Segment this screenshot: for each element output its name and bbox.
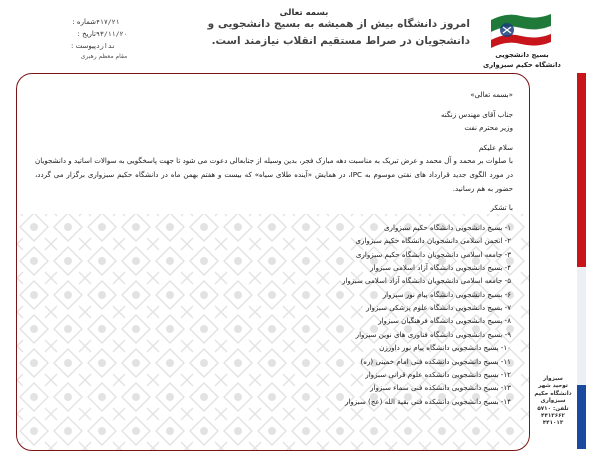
signatory-item: ۳- جامعه اسلامی دانشجویان دانشگاه حکیم سبزواری xyxy=(355,249,511,259)
signatory-list xyxy=(243,221,513,408)
signatory-item: ۹- بسیج دانشجویی دانشگاه فناوری های نوین سبزوار xyxy=(355,329,511,339)
signatory-item: ۷- بسیج دانشجویی دانشگاه علوم پزشکی سبزوار xyxy=(366,303,511,313)
letter-body xyxy=(35,88,513,408)
address-line: سبزواری xyxy=(540,398,566,405)
signatory-item: ۱۲- بسیج دانشجویی دانشکده علوم قرانی سبزوار xyxy=(365,370,511,380)
quote-author: مقام معظم رهبری xyxy=(80,53,128,60)
letter-meta xyxy=(56,16,152,60)
signatory-item: ۱۴- بسیج دانشجویی دانشکده فنی بقیة الله (عج) سبزوار xyxy=(344,396,511,406)
logo-caption xyxy=(476,50,568,70)
address-line: تلفن: ۵۷۱۰ xyxy=(537,405,569,412)
letter-paragraph: با صلوات بر محمد و آل محمد و عرض تبریک به مناسبت دهه مبارک فجر، بدین وسیله از جنابعالی دعوت می شود تا جهت پاسخگویی به سوالات اساتید و دانشجویان در مورد الگوی جدید قرارداد های نفتی موسوم به IPC، در همایش «آینده طلای سیاه» که بیست و هفتم بهمن ماه در دانشگاه حکیم سبزواری برگزار می گردد، حضور به هم رسانید. xyxy=(35,156,513,193)
letter-heading: «بسمه تعالی» xyxy=(470,90,513,99)
signatory-item: ۱۱- بسیج دانشجویی دانشکده فنی امام خمینی (ره) xyxy=(360,356,511,366)
blue-strip xyxy=(577,385,586,449)
address-line: توحید شهر xyxy=(538,383,568,390)
signatory-item: ۸- بسیج دانشجویی دانشگاه فرهنگیان سبزوار xyxy=(378,316,511,326)
greeting: سلام علیکم xyxy=(478,142,513,152)
meta-number xyxy=(56,16,152,28)
meta-date-value: ۹۳/۱۱/۲۰ xyxy=(96,30,128,38)
recipient-name: جناب آقای مهندس زنگنه xyxy=(440,109,513,119)
recipient-title: وزیر محترم نفت xyxy=(464,123,513,133)
meta-date xyxy=(56,28,152,40)
leader-quote: امروز دانشگاه بیش از همیشه به بسیج دانشجویی و دانشجویان در صراط مستقیم انقلاب نیازمند است. xyxy=(207,18,470,47)
signatory-item: ۱- بسیج دانشجویی دانشگاه حکیم سبزواری xyxy=(384,222,511,232)
contact-address xyxy=(529,376,577,428)
signatory-item: ۲- انجمن اسلامی دانشجویان دانشگاه حکیم سبزواری xyxy=(355,236,511,246)
signatory-item: ۶- بسیج دانشجویی دانشگاه پیام نور سبزوار xyxy=(382,289,511,299)
signatory-item: ۱۳- بسیج دانشجویی دانشکده فنی سماء سبزوار xyxy=(370,383,511,393)
meta-number-value: ۴۱۷/۲۱ xyxy=(96,18,120,26)
meta-attachment-value: ندارد xyxy=(96,42,116,50)
logo-line-1: بسیج دانشجویی xyxy=(495,51,549,59)
header-title: بسمه تعالی xyxy=(279,8,329,18)
signatories xyxy=(243,221,513,408)
meta-number-label: شماره : xyxy=(72,18,96,26)
address-line: دانشگاه حکیم xyxy=(534,390,572,397)
letter-frame xyxy=(16,73,530,451)
meta-attachment xyxy=(56,40,152,52)
white-strip xyxy=(577,267,586,385)
address-line: ۴۴۱۳۶۶۲ xyxy=(541,413,565,420)
basij-logo-icon xyxy=(487,10,555,50)
signatory-item: ۴- بسیج دانشجویی دانشگاه آزاد اسلامی سبزوار xyxy=(370,262,511,272)
meta-attachment-label: پیوست : xyxy=(71,42,96,50)
meta-date-label: تاریخ : xyxy=(77,30,96,38)
closing: با تشکر xyxy=(490,203,513,213)
signatory-item: ۱۰- بسیج دانشجویی دانشگاه پیام نور داورزن xyxy=(379,343,511,353)
red-strip xyxy=(577,73,586,267)
address-line: ۴۴۱۰۱۳ xyxy=(542,420,564,427)
logo-line-2: دانشگاه حکیم سبزواری xyxy=(483,61,561,69)
address-line: سبزوار xyxy=(543,376,563,382)
signatory-item: ۵- جامعه اسلامی دانشجویان دانشگاه آزاد اسلامی سبزوار xyxy=(341,276,511,286)
